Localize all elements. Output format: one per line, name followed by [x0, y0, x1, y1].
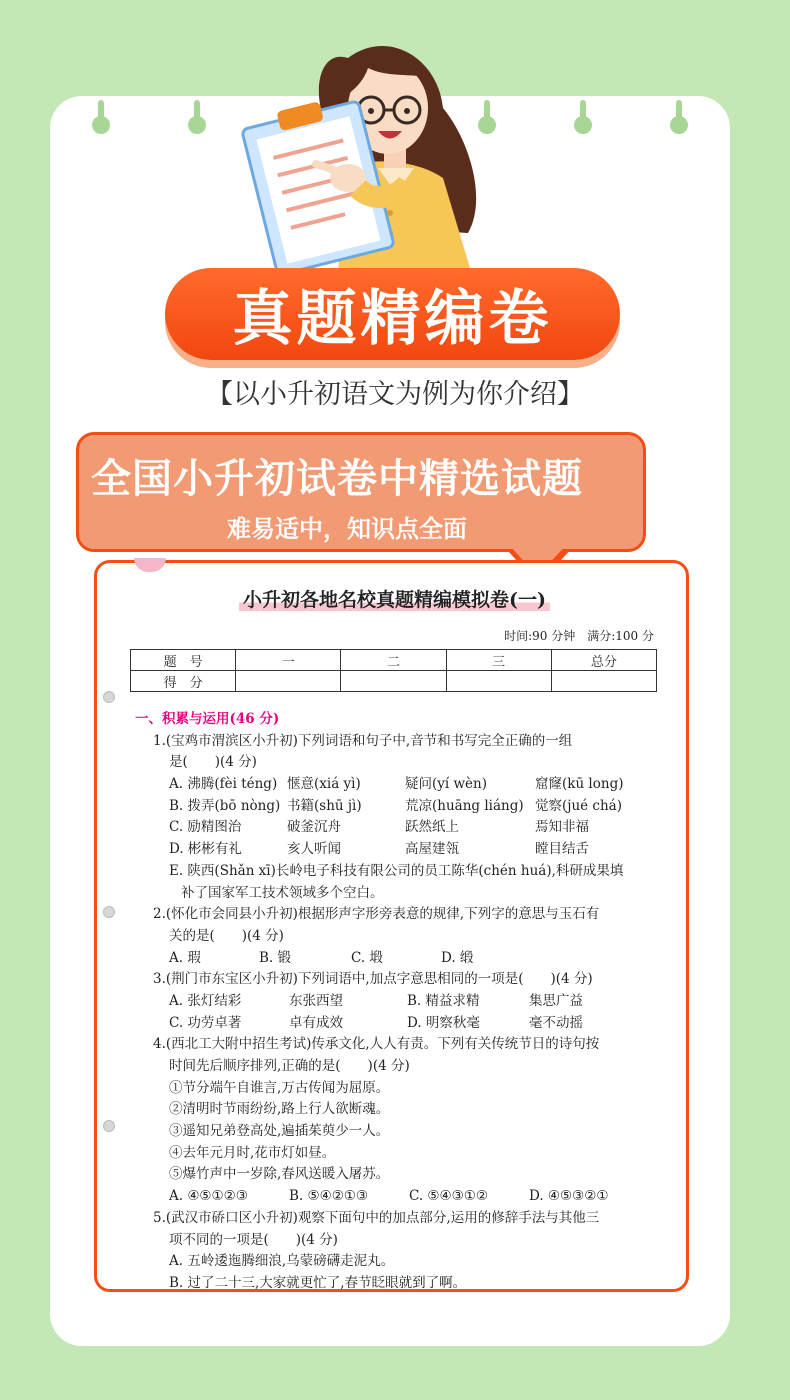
- table-cell: 一: [236, 650, 341, 671]
- table-cell: 三: [446, 650, 551, 671]
- poem-line: ②清明时节雨纷纷,路上行人欲断魂。: [169, 1101, 390, 1118]
- speech-bubble: [76, 432, 646, 552]
- title-banner: [165, 268, 620, 360]
- question-stem: 时间先后顺序排列,正确的是( )(4 分): [169, 1058, 410, 1074]
- teacher-illustration: [238, 18, 498, 278]
- binder-ring: [92, 100, 110, 132]
- table-cell: 二: [341, 650, 446, 671]
- question-stem: 1.(宝鸡市渭滨区小升初)下列词语和句子中,音节和书写完全正确的一组: [153, 732, 573, 749]
- option-row: A. 沸腾(fèi téng) 惬意(xiá yì) 疑问(yí wèn) 窟窿(kū long): [169, 776, 624, 793]
- poem-line: ⑤爆竹声中一岁除,春风送暖入屠苏。: [169, 1166, 390, 1183]
- option-row: A. 瑕 B. 锻 C. 塅 D. 缎: [169, 949, 474, 966]
- question-stem: 3.(荆门市东宝区小升初)下列词语中,加点字意思相同的一项是( )(4 分): [153, 971, 593, 988]
- table-cell: 题 号: [131, 650, 236, 671]
- binder-ring: [670, 100, 688, 132]
- option-line: B. 过了二十三,大家就更忙了,春节眨眼就到了啊。: [169, 1274, 467, 1291]
- option-row: D. 彬彬有礼 亥人听闻 高屋建瓴 瞠目结舌: [169, 841, 589, 858]
- binder-ring: [188, 100, 206, 132]
- table-cell: [551, 671, 656, 692]
- paper-meta: 时间:90 分钟 满分:100 分: [504, 629, 654, 643]
- question-stem: 关的是( )(4 分): [169, 927, 284, 944]
- option-line: 补了国家军工技术领域多个空白。: [181, 884, 384, 901]
- bubble-subtitle: 难易适中，知识点全面: [227, 515, 467, 543]
- bubble-title: 全国小升初试卷中精选试题: [91, 456, 583, 502]
- paper-title: 小升初各地名校真题精编模拟卷(一): [97, 585, 689, 612]
- score-table: [130, 649, 657, 692]
- question-stem: 2.(怀化市会同县小升初)根据形声字形旁表意的规律,下列字的意思与玉石有: [153, 906, 600, 923]
- table-cell: [236, 671, 341, 692]
- score-table-header: [131, 650, 657, 671]
- questions: [135, 709, 668, 1292]
- table-cell: 得 分: [131, 671, 236, 692]
- exam-paper: [94, 560, 689, 1292]
- poem-line: ①节分端午自谁言,万古传闻为屈原。: [169, 1079, 390, 1096]
- option-row: B. 拨弄(bō nòng) 书籍(shū jì) 荒凉(huāng liáng) 觉察(jué chá): [169, 797, 622, 814]
- option-line: A. 五岭逶迤腾细浪,乌蒙磅礴走泥丸。: [169, 1253, 395, 1270]
- banner-title: 真题精编卷: [232, 284, 553, 354]
- binding-hole: [103, 1120, 115, 1132]
- option-row: C. 功劳卓著 卓有成效 D. 明察秋毫 毫不动摇: [169, 1014, 583, 1031]
- option-line: E. 陕西(Shǎn xī)长岭电子科技有限公司的员工陈华(chén huá),科研成果填: [169, 862, 624, 879]
- question-stem: 是( )(4 分): [169, 754, 257, 771]
- binder-ring: [574, 100, 592, 132]
- option-row: A. 张灯结彩 东张西望 B. 精益求精 集思广益: [169, 992, 583, 1009]
- poem-line: ④去年元月时,花市灯如昼。: [169, 1144, 336, 1161]
- option-row: A. ④⑤①②③ B. ⑤④②①③ C. ⑤④③①② D. ④⑤③②①: [169, 1188, 609, 1205]
- option-row: C. 励精图治 破釜沉舟 跃然纸上 焉知非福: [169, 819, 589, 836]
- question-stem: 5.(武汉市硚口区小升初)观察下面句中的加点部分,运用的修辞手法与其他三: [153, 1209, 600, 1226]
- score-table-row: [131, 671, 657, 692]
- section-heading: 一、积累与运用(46 分): [135, 711, 280, 727]
- binding-hole: [103, 906, 115, 918]
- poem-line: ③遥知兄弟登高处,遍插茱萸少一人。: [169, 1123, 390, 1140]
- table-cell: [341, 671, 446, 692]
- table-cell: [446, 671, 551, 692]
- question-stem: 项不同的一项是( )(4 分): [169, 1231, 338, 1248]
- intro-text: 【以小升初语文为例为你介绍】: [206, 379, 584, 410]
- binding-hole: [103, 691, 115, 703]
- table-cell: 总分: [551, 650, 656, 671]
- question-stem: 4.(西北工大附中招生考试)传承文化,人人有责。下列有关传统节日的诗句按: [153, 1036, 600, 1053]
